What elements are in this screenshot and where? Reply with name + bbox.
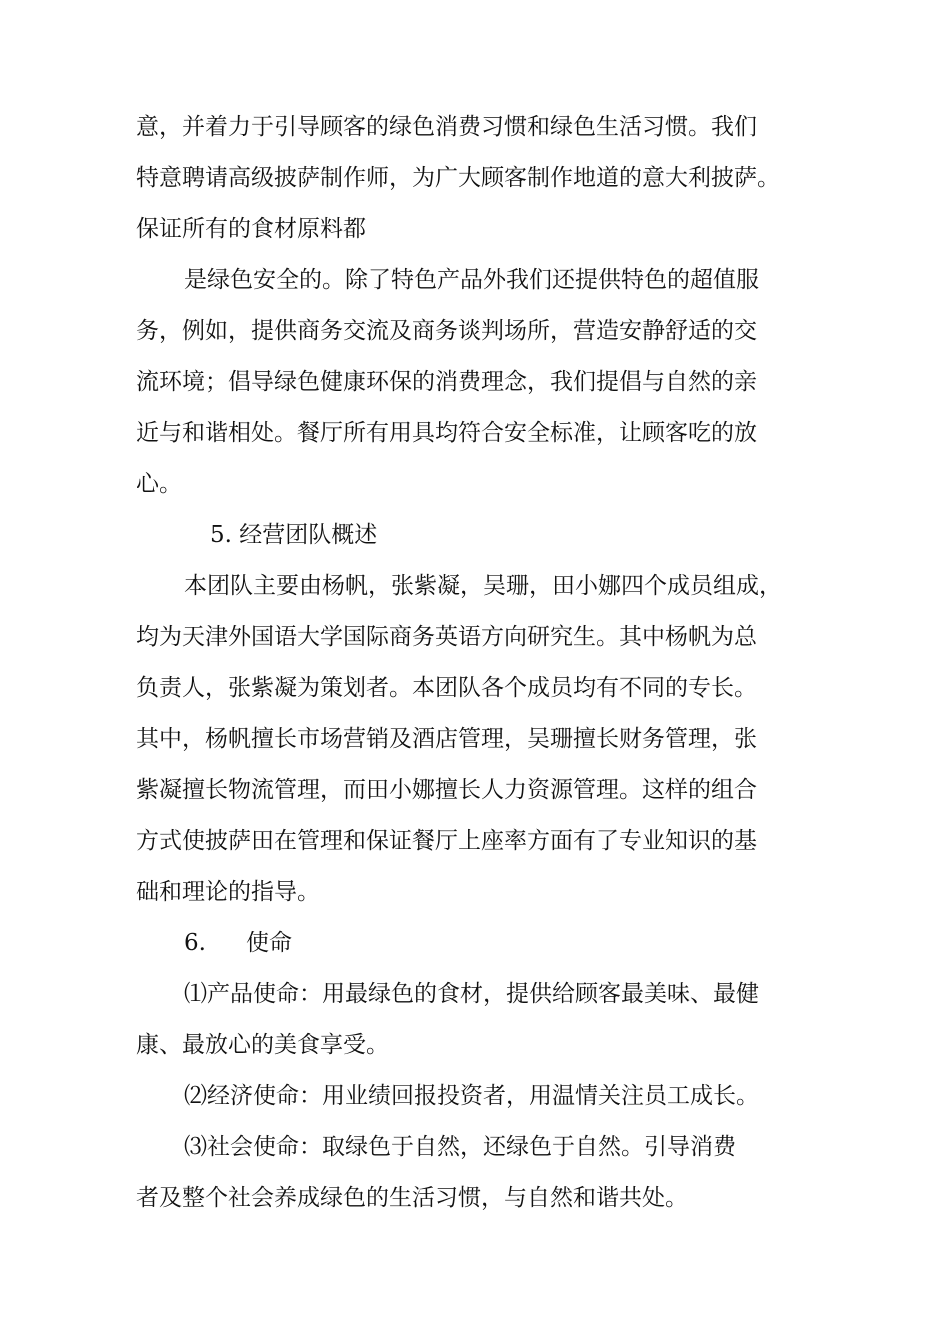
mission-item-economic: ⑵经济使命：用业绩回报投资者，用温情关注员工成长。	[184, 1083, 759, 1109]
paragraph-line: 本团队主要由杨帆，张紫凝，吴珊，田小娜四个成员组成，	[184, 573, 782, 599]
section-number: 6.	[184, 930, 206, 956]
paragraph-line: 紫凝擅长物流管理，而田小娜擅长人力资源管理。这样的组合	[136, 777, 757, 803]
section-heading-mission	[136, 924, 836, 962]
paragraph-line: 是绿色安全的。除了特色产品外我们还提供特色的超值服	[184, 267, 759, 293]
paragraph-line: 方式使披萨田在管理和保证餐厅上座率方面有了专业知识的基	[136, 828, 757, 854]
paragraph-line: 负责人，张紫凝为策划者。本团队各个成员均有不同的专长。	[136, 675, 757, 701]
paragraph-line: 特意聘请高级披萨制作师，为广大顾客制作地道的意大利披萨。	[136, 165, 780, 191]
paragraph-line: 意，并着力于引导顾客的绿色消费习惯和绿色生活习惯。我们	[136, 114, 757, 140]
paragraph-line: 保证所有的食材原料都	[136, 216, 366, 242]
paragraph-line: 其中，杨帆擅长市场营销及酒店管理，吴珊擅长财务管理，张	[136, 726, 757, 752]
section-heading-team: 5. 经营团队概述	[210, 522, 378, 548]
paragraph-line: 流环境；倡导绿色健康环保的消费理念，我们提倡与自然的亲	[136, 369, 757, 395]
paragraph-line: 务，例如，提供商务交流及商务谈判场所，营造安静舒适的交	[136, 318, 757, 344]
paragraph-line: 础和理论的指导。	[136, 879, 320, 905]
paragraph-line: 者及整个社会养成绿色的生活习惯，与自然和谐共处。	[136, 1185, 688, 1211]
paragraph-line: 均为天津外国语大学国际商务英语方向研究生。其中杨帆为总	[136, 624, 757, 650]
paragraph-line: 心。	[136, 471, 182, 497]
mission-item-social: ⑶社会使命：取绿色于自然，还绿色于自然。引导消费	[184, 1134, 736, 1160]
paragraph-line: 近与和谐相处。餐厅所有用具均符合安全标准，让顾客吃的放	[136, 420, 757, 446]
mission-item-product: ⑴产品使命：用最绿色的食材，提供给顾客最美味、最健	[184, 981, 759, 1007]
section-title: 使命	[246, 930, 292, 956]
document-body	[136, 108, 836, 1230]
paragraph-line: 康、最放心的美食享受。	[136, 1032, 389, 1058]
